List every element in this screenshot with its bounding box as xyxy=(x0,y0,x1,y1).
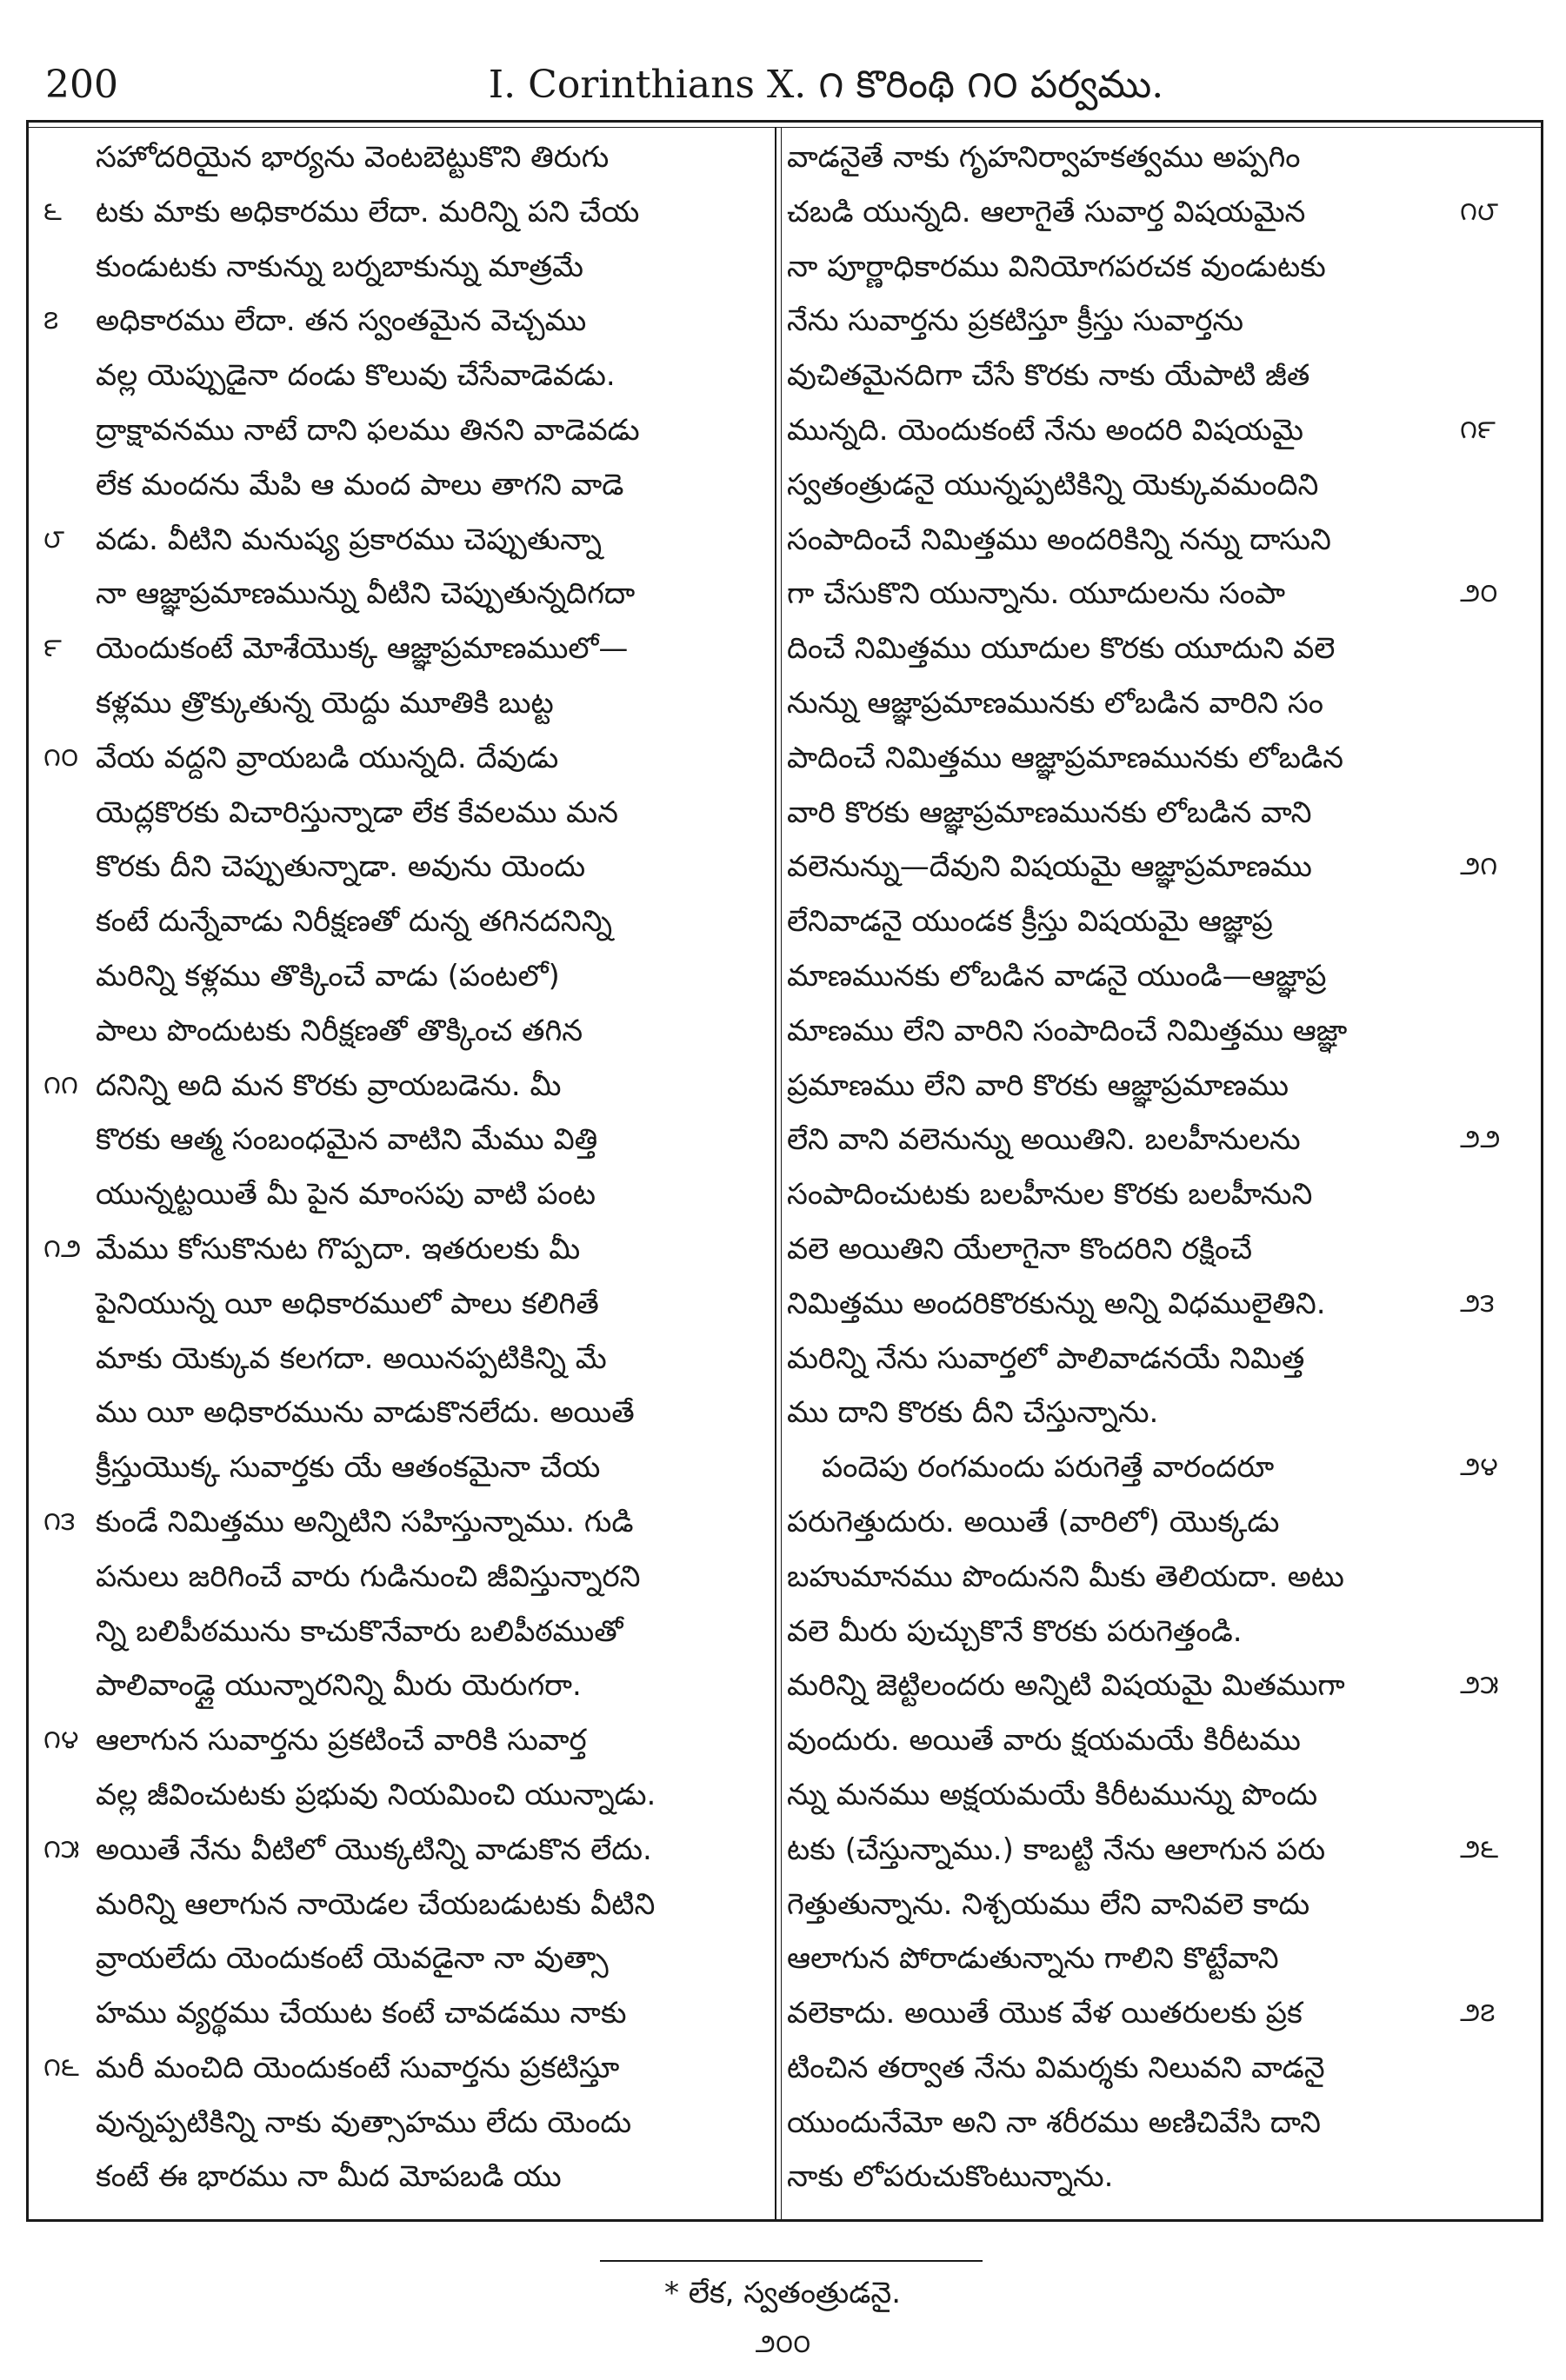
verse-number: ౧౩ xyxy=(43,1506,76,1537)
text-line xyxy=(787,1386,1535,1440)
text-line xyxy=(43,1167,765,1222)
verse-number: ౧౨ xyxy=(43,1233,82,1264)
text-line xyxy=(787,1605,1535,1659)
text-line xyxy=(787,1495,1535,1550)
line-text: మరిన్ని ఆలాగున నాయెడల చేయబడుటకు వీటిని xyxy=(96,1886,656,1922)
page-footer-number: ౨౦౦ xyxy=(755,2329,811,2359)
verse-number: ౨౦ xyxy=(1460,578,1498,609)
verse-number: ౧౧ xyxy=(43,1069,78,1100)
text-line xyxy=(43,786,765,841)
frame-bottom-border xyxy=(26,2219,1543,2222)
column-divider xyxy=(775,127,776,2219)
text-line xyxy=(43,1440,765,1495)
line-text: గా చేసుకొని యున్నాను. యూదులను సంపా xyxy=(787,576,1286,612)
line-text: మరిన్ని నేను సువార్తలో పాలివాడనయే నిమిత్త xyxy=(787,1340,1305,1376)
line-text: ప్రమాణము లేని వారి కొరకు ఆజ్ఞాప్రమాణము xyxy=(787,1067,1289,1103)
verse-number: ౨౪ xyxy=(1460,1452,1498,1483)
footnote-rule xyxy=(600,2260,983,2262)
verse-number: ౨౬ xyxy=(1460,1833,1499,1865)
line-text: మాకు యెక్కువ కలగదా. అయినప్పటికిన్ని మే xyxy=(96,1340,607,1376)
line-text: సంపాదించుటకు బలహీనుల కొరకు బలహీనుని xyxy=(787,1177,1313,1213)
text-line xyxy=(43,1059,765,1114)
text-line xyxy=(787,240,1535,295)
left-column xyxy=(43,130,765,2212)
line-text: మున్నది. యెందుకంటే నేను అందరి విషయమై xyxy=(787,412,1303,448)
line-text: అయితే నేను వీటిలో యొక్కటిన్ని వాడుకొన లేదు. xyxy=(96,1832,652,1867)
line-text: మేము కోసుకొనుట గొప్పదా. ఇతరులకు మీ xyxy=(96,1231,581,1266)
text-line xyxy=(787,949,1535,1004)
line-text: కంటే దున్నేవాడు నిరీక్షణతో దున్న తగినదనిన్ని xyxy=(96,904,613,940)
text-line xyxy=(787,1059,1535,1114)
line-text: మరీ మంచిది యెందుకంటే సువార్తను ప్రకటిస్తూ xyxy=(96,2050,620,2085)
line-text: వున్నప్పటికిన్ని నాకు వుత్సాహము లేదు యెందు xyxy=(96,2104,632,2140)
text-line xyxy=(787,1113,1535,1167)
line-text: మాణము లేని వారిని సంపాదించే నిమిత్తము ఆజ్ఞా xyxy=(787,1013,1348,1048)
header-rule-thin xyxy=(26,127,1543,128)
verse-number: ౧౬ xyxy=(43,2051,79,2083)
line-text: వడు. వీటిని మనుష్య ప్రకారము చెప్పుతున్నా xyxy=(96,522,602,557)
text-line xyxy=(787,622,1535,676)
line-text: వలె మీరు పుచ్చుకొనే కొరకు పరుగెత్తండి. xyxy=(787,1613,1243,1649)
text-line xyxy=(787,840,1535,894)
line-text: ము దాని కొరకు దీని చేస్తున్నాను. xyxy=(787,1395,1159,1431)
line-text: పైనియున్న యీ అధికారములో పాలు కలిగితే xyxy=(96,1286,599,1321)
line-text: యెందుకంటే మోశేయొక్క ఆజ్ఞాప్రమాణములో— xyxy=(96,631,629,667)
running-title: I. Corinthians X. ౧ కొరింథి ౧౦ పర్వము. xyxy=(488,63,1164,107)
text-line xyxy=(787,458,1535,513)
text-line xyxy=(43,1768,765,1823)
text-line xyxy=(43,2150,765,2204)
text-line xyxy=(787,1167,1535,1222)
line-text: వుందురు. అయితే వారు క్షయమయే కిరీటము xyxy=(787,1723,1301,1758)
line-text: స్వతంత్రుడనై యున్నప్పటికిన్ని యెక్కువమందిని xyxy=(787,467,1319,502)
text-line xyxy=(43,949,765,1004)
line-text: నున్ను ఆజ్ఞాప్రమాణమునకు లోబడిన వారిని సం xyxy=(787,685,1323,721)
text-line xyxy=(787,1440,1535,1495)
frame-left-border xyxy=(26,120,29,2219)
verse-number: ౭ xyxy=(43,305,59,336)
line-text: యెద్లకొరకు విచారిస్తున్నాడా లేక కేవలము మన xyxy=(96,794,618,830)
verse-number: ౯ xyxy=(43,633,62,664)
text-line xyxy=(787,894,1535,949)
text-line xyxy=(787,1713,1535,1768)
text-line xyxy=(43,1386,765,1440)
text-line xyxy=(43,731,765,786)
line-text: యున్నట్టయితే మీ పైన మాంసపు వాటి పంట xyxy=(96,1177,596,1213)
line-text: పందెపు రంగమందు పరుగెత్తే వారందరూ xyxy=(822,1450,1275,1486)
line-text: టకు మాకు అధికారము లేదా. మరిన్ని పని చేయ xyxy=(96,194,640,229)
line-text: టకు (చేస్తున్నాము.) కాబట్టి నేను ఆలాగున పరు xyxy=(787,1832,1326,1867)
text-line xyxy=(43,2096,765,2151)
page-header xyxy=(0,50,1566,120)
line-text: దించే నిమిత్తము యూదుల కొరకు యూదుని వలె xyxy=(787,631,1336,667)
text-line xyxy=(787,294,1535,349)
text-line xyxy=(43,185,765,240)
text-line xyxy=(43,1605,765,1659)
line-text: పాలు పొందుటకు నిరీక్షణతో తొక్కించ తగిన xyxy=(96,1013,583,1048)
line-text: నేను సువార్తను ప్రకటిస్తూ క్రీస్తు సువార్తను xyxy=(787,303,1243,339)
header-rule xyxy=(26,120,1543,123)
text-line xyxy=(43,1659,765,1713)
text-line xyxy=(787,1768,1535,1823)
line-text: వలె అయితిని యేలాగైనా కొందరిని రక్షించే xyxy=(787,1231,1253,1266)
line-text: లేనివాడనై యుండక క్రీస్తు విషయమై ఆజ్ఞాప్ర xyxy=(787,904,1273,940)
verse-number: ౧౦ xyxy=(43,741,79,773)
text-line xyxy=(43,513,765,568)
line-text: కళ్లము త్రొక్కుతున్న యెద్దు మూతికి బుట్ట xyxy=(96,685,554,721)
line-text: వేయ వద్దని వ్రాయబడి యున్నది. దేవుడు xyxy=(96,740,559,775)
line-text: నా ఆజ్ఞాప్రమాణమున్ను వీటిని చెప్పుతున్నదిగదా xyxy=(96,576,636,612)
verse-number: ౮ xyxy=(43,523,65,555)
line-text: వల్ల జీవించుటకు ప్రభువు నియమించి యున్నాడు. xyxy=(96,1777,656,1812)
line-text: ద్రాక్షావనము నాటే దాని ఫలము తినని వాడెవడు xyxy=(96,412,640,448)
verse-number: ౧౪ xyxy=(43,1725,79,1756)
text-line xyxy=(787,130,1535,185)
text-line xyxy=(43,294,765,349)
verse-number: ౧౫ xyxy=(43,1833,80,1865)
line-text: న్ని బలిపీఠమును కాచుకొనేవారు బలిపీఠముతో xyxy=(96,1613,623,1649)
line-text: పాదించే నిమిత్తము ఆజ్ఞాప్రమాణమునకు లోబడిన xyxy=(787,740,1344,775)
text-line xyxy=(43,676,765,731)
text-line xyxy=(43,240,765,295)
text-line xyxy=(787,1550,1535,1605)
line-text: సంపాదించే నిమిత్తము అందరికిన్ని నన్ను దాసుని xyxy=(787,522,1331,557)
text-line xyxy=(787,1878,1535,1932)
verse-number: ౨౩ xyxy=(1460,1287,1495,1319)
column-divider-thin xyxy=(781,127,782,2219)
frame-right-border xyxy=(1541,120,1543,2219)
line-text xyxy=(787,2204,1456,2212)
line-text: కొరకు ఆత్మ సంబంధమైన వాటిని మేము విత్తి xyxy=(96,1122,598,1158)
verse-number: ౬ xyxy=(43,196,62,227)
text-line xyxy=(43,1332,765,1386)
text-line xyxy=(43,1878,765,1932)
right-column xyxy=(787,130,1535,2212)
text-line xyxy=(787,185,1535,240)
line-text: కొరకు దీని చెప్పుతున్నాడా. అవును యెందు xyxy=(96,849,586,885)
line-text: టించిన తర్వాత నేను విమర్శకు నిలువని వాడనై xyxy=(787,2050,1325,2085)
text-line xyxy=(787,731,1535,786)
page-number: 200 xyxy=(45,63,118,107)
line-text: నాకు లోపరుచుకొంటున్నాను. xyxy=(787,2159,1114,2195)
text-line xyxy=(43,2204,765,2212)
text-line xyxy=(787,786,1535,841)
text-line xyxy=(43,1277,765,1332)
text-line xyxy=(43,1222,765,1277)
line-text: వలెకాదు. అయితే యొక వేళ యితరులకు ప్రక xyxy=(787,1996,1303,2031)
line-text: లేక మందను మేపి ఆ మంద పాలు తాగని వాడె xyxy=(96,467,624,502)
line-text: అధికారము లేదా. తన స్వంతమైన వెచ్చము xyxy=(96,303,587,339)
text-line xyxy=(43,567,765,622)
line-text: మరిన్ని కళ్లము తొక్కించే వాడు (పంటలో) xyxy=(96,958,560,994)
text-line xyxy=(787,1004,1535,1059)
line-text: క్రీస్తుయొక్క సువార్తకు యే ఆతంకమైనా చేయ xyxy=(96,1450,601,1486)
text-line xyxy=(787,1931,1535,1986)
text-line xyxy=(43,1113,765,1167)
text-line xyxy=(43,840,765,894)
text-line xyxy=(43,1550,765,1605)
line-text: హము వ్యర్థము చేయుట కంటే చావడము నాకు xyxy=(96,1996,627,2031)
line-text: కుండే నిమిత్తము అన్నిటిని సహిస్తున్నాము. గుడి xyxy=(96,1504,634,1539)
text-line xyxy=(787,1823,1535,1878)
line-text: నా పూర్ణాధికారము వినియోగపరచక వుండుటకు xyxy=(787,249,1326,284)
verse-number: ౨౨ xyxy=(1460,1124,1501,1155)
text-line xyxy=(787,349,1535,403)
text-line xyxy=(787,2041,1535,2096)
line-text xyxy=(96,2204,765,2212)
text-line xyxy=(43,130,765,185)
line-text: బహుమానము పొందునని మీకు తెలియదా. అటు xyxy=(787,1559,1344,1594)
text-line xyxy=(43,1823,765,1878)
text-line xyxy=(43,349,765,403)
line-text: న్ను మనము అక్షయమయే కిరీటమున్ను పొందు xyxy=(787,1777,1318,1812)
verse-number: ౨౫ xyxy=(1460,1670,1499,1701)
text-line xyxy=(43,1495,765,1550)
line-text: మాణమునకు లోబడిన వాడనై యుండి—ఆజ్ఞాప్ర xyxy=(787,958,1327,994)
footnote: * లేక, స్వతంత్రుడనై. xyxy=(663,2276,902,2310)
line-text: పరుగెత్తుదురు. అయితే (వారిలో) యొక్కడు xyxy=(787,1504,1280,1539)
text-line xyxy=(787,1986,1535,2041)
line-text: వాడనైతే నాకు గృహనిర్వాహకత్వము అప్పగిం xyxy=(787,140,1301,175)
text-line xyxy=(787,403,1535,458)
line-text: వలెనున్ను—దేవుని విషయమై ఆజ్ఞాప్రమాణము xyxy=(787,849,1312,885)
line-text: వారి కొరకు ఆజ్ఞాప్రమాణమునకు లోబడిన వాని xyxy=(787,794,1312,830)
line-text: వుచితమైనదిగా చేసే కొరకు నాకు యేపాటి జీత xyxy=(787,358,1310,394)
line-text: వల్ల యెప్పుడైనా దండు కొలువు చేసేవాడెవడు. xyxy=(96,358,616,394)
line-text: వ్రాయలేదు యెందుకంటే యెవడైనా నా వుత్సా xyxy=(96,1941,609,1977)
text-line xyxy=(43,2041,765,2096)
line-text: ము యీ అధికారమును వాడుకొనలేదు. అయితే xyxy=(96,1395,635,1431)
line-text: చబడి యున్నది. ఆలాగైతే సువార్త విషయమైన xyxy=(787,194,1306,229)
verse-number: ౧౮ xyxy=(1460,196,1499,227)
text-line xyxy=(43,1986,765,2041)
line-text: మరిన్ని జెట్టిలందరు అన్నిటి విషయమై మితముగా xyxy=(787,1668,1345,1704)
line-text: పాలివాండ్లై యున్నారనిన్ని మీరు యెరుగరా. xyxy=(96,1668,582,1704)
text-line xyxy=(43,894,765,949)
text-line xyxy=(43,1004,765,1059)
chapter-heading xyxy=(787,2204,1535,2212)
line-text: కుండుటకు నాకున్ను బర్నబాకున్ను మాత్రమే xyxy=(96,249,583,284)
verse-number: ౨౧ xyxy=(1460,851,1498,882)
text-line xyxy=(43,622,765,676)
text-line xyxy=(787,567,1535,622)
line-text: పనులు జరిగించే వారు గుడినుంచి జీవిస్తున్నారని xyxy=(96,1559,641,1594)
text-line xyxy=(43,458,765,513)
text-line xyxy=(787,676,1535,731)
line-text: సహోదరియైన భార్యను వెంటబెట్టుకొని తిరుగు xyxy=(96,140,610,175)
text-line xyxy=(43,1931,765,1986)
line-text: ఆలాగున సువార్తను ప్రకటించే వారికి సువార్త xyxy=(96,1723,587,1758)
text-line xyxy=(43,403,765,458)
line-text: యుందునేమో అని నా శరీరము అణిచివేసి దాని xyxy=(787,2104,1321,2140)
text-line xyxy=(787,2150,1535,2204)
line-text: దనిన్ని అది మన కొరకు వ్రాయబడెను. మీ xyxy=(96,1067,562,1103)
text-line xyxy=(787,2096,1535,2151)
text-line xyxy=(787,1659,1535,1713)
line-text: లేని వాని వలెనున్ను అయితిని. బలహీనులను xyxy=(787,1122,1301,1158)
verse-number: ౨౭ xyxy=(1460,1998,1496,2029)
line-text: కంటే ఈ భారము నా మీద మోపబడి యు xyxy=(96,2159,562,2195)
text-line xyxy=(787,1277,1535,1332)
text-line xyxy=(787,1332,1535,1386)
text-line xyxy=(787,513,1535,568)
line-text: గెత్తుతున్నాను. నిశ్చయము లేని వానివలె కాదు xyxy=(787,1886,1310,1922)
text-line xyxy=(787,1222,1535,1277)
line-text: నిమిత్తము అందరికొరకున్ను అన్ని విధములైతిని. xyxy=(787,1286,1326,1321)
line-text: ఆలాగున పోరాడుతున్నాను గాలిని కొట్టేవాని xyxy=(787,1941,1279,1977)
verse-number: ౧౯ xyxy=(1460,414,1496,445)
text-line xyxy=(43,1713,765,1768)
